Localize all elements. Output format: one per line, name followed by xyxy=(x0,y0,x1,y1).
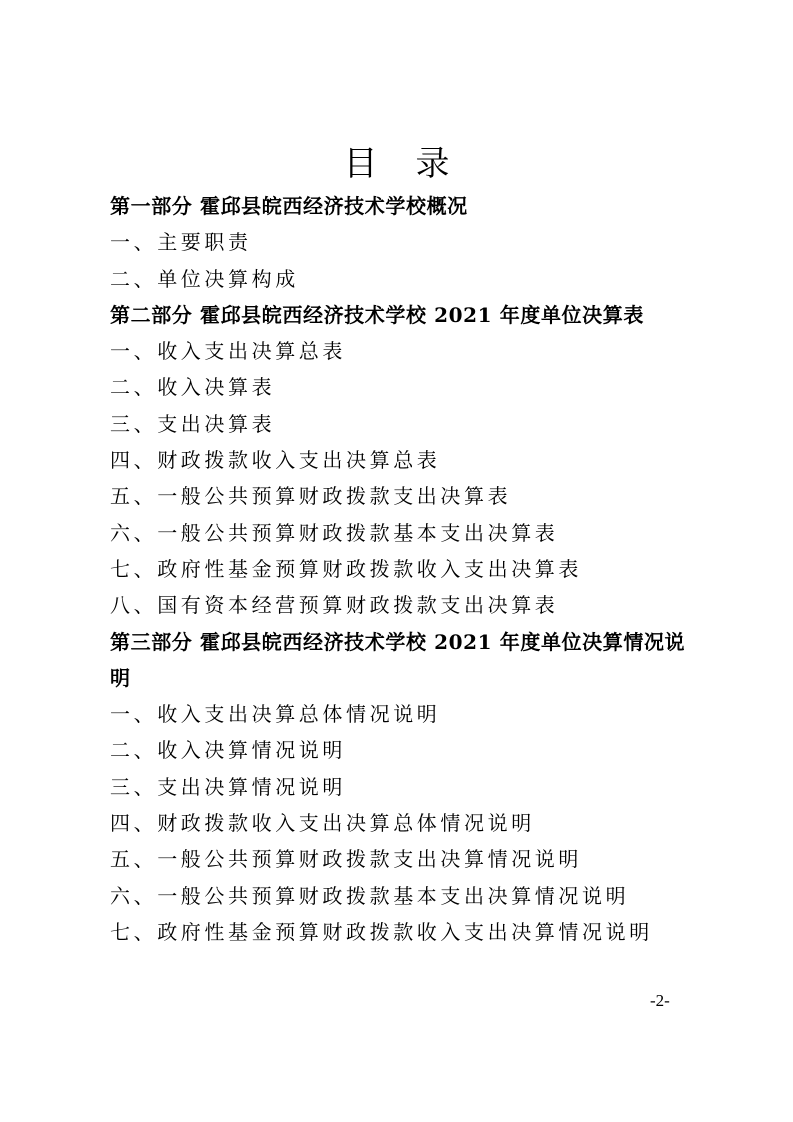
page-title: 目录 xyxy=(343,144,488,184)
toc-item: 五、一般公共预算财政拨款支出决算表 xyxy=(110,484,512,509)
toc-part-heading: 第二部分 霍邱县皖西经济技术学校 2021 年度单位决算表 xyxy=(110,302,644,327)
toc-item: 五、一般公共预算财政拨款支出决算情况说明 xyxy=(110,847,582,872)
toc-item: 六、一般公共预算财政拨款基本支出决算表 xyxy=(110,520,559,545)
toc-item: 一、收入支出决算总体情况说明 xyxy=(110,702,441,727)
toc-item: 七、政府性基金预算财政拨款收入支出决算表 xyxy=(110,556,582,581)
toc-item: 二、收入决算情况说明 xyxy=(110,738,346,763)
toc-item: 二、单位决算构成 xyxy=(110,266,299,291)
toc-item: 四、财政拨款收入支出决算总表 xyxy=(110,448,441,473)
toc-part-heading: 第三部分 霍邱县皖西经济技术学校 2021 年度单位决算情况说明 xyxy=(110,629,686,690)
toc-item: 六、一般公共预算财政拨款基本支出决算情况说明 xyxy=(110,883,630,908)
toc-part-heading: 第一部分 霍邱县皖西经济技术学校概况 xyxy=(110,194,468,218)
toc-item: 一、主要职责 xyxy=(110,230,252,255)
toc-item: 三、支出决算表 xyxy=(110,411,276,436)
table-of-contents xyxy=(110,188,700,950)
toc-item: 四、财政拨款收入支出决算总体情况说明 xyxy=(110,811,535,836)
toc-item: 八、国有资本经营预算财政拨款支出决算表 xyxy=(110,593,559,618)
page-number: -2- xyxy=(650,991,670,1010)
toc-item: 二、收入决算表 xyxy=(110,375,276,400)
toc-item: 一、收入支出决算总表 xyxy=(110,339,346,364)
toc-item: 三、支出决算情况说明 xyxy=(110,774,346,799)
toc-item: 七、政府性基金预算财政拨款收入支出决算情况说明 xyxy=(110,919,653,944)
